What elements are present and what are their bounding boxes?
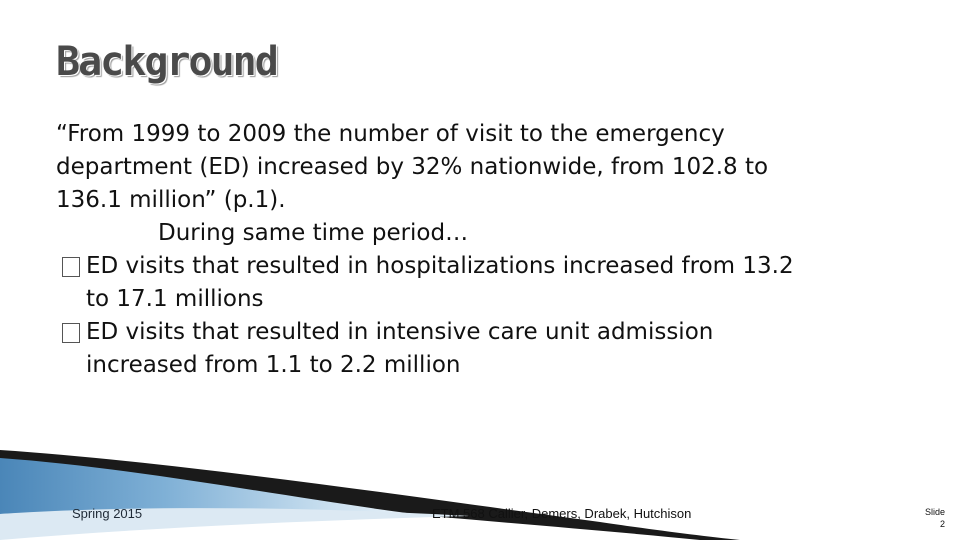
bullet-text-continuation: to 17.1 millions: [86, 286, 264, 312]
slide-number: [905, 506, 945, 530]
lead-in-text: During same time period…: [158, 220, 469, 246]
quote-line: department (ED) increased by 32% nationwide, from 102.8 to: [56, 154, 769, 180]
footer-date: Spring 2015: [72, 506, 143, 521]
footer-course: ETM 568 Callier, Demers, Drabek, Hutchison: [432, 506, 692, 521]
quote-line: “From 1999 to 2009 the number of visit to the emergency: [56, 121, 725, 147]
bullet-item: [56, 316, 936, 382]
slide-number-value: 2: [939, 519, 945, 529]
slide-body: [56, 118, 936, 382]
bullet-text-continuation: increased from 1.1 to 2.2 million: [86, 352, 461, 378]
bullet-box-icon: [62, 257, 80, 277]
bullet-text: ED visits that resulted in hospitalizations increased from 13.2: [86, 253, 794, 279]
quote-line: 136.1 million” (p.1).: [56, 187, 286, 213]
swoosh-light-band: [0, 508, 470, 540]
decorative-swoosh: [0, 440, 960, 540]
bullet-item: [56, 250, 936, 316]
slide-title: Background: [56, 39, 277, 85]
bullet-box-icon: [62, 323, 80, 343]
bullet-text: ED visits that resulted in intensive care unit admission: [86, 319, 714, 345]
slide-number-label: Slide: [924, 507, 945, 517]
